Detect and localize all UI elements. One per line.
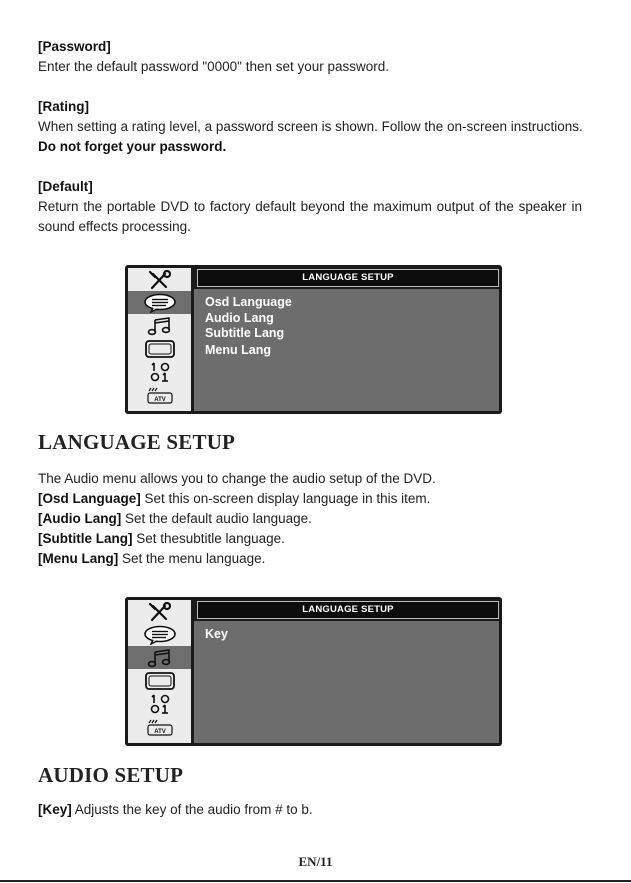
audio-lang-desc: [Audio Lang] Set the default audio language. bbox=[38, 511, 312, 526]
footer-rule bbox=[0, 880, 631, 882]
password-heading: [Password] bbox=[38, 39, 111, 54]
audio-setup-heading: AUDIO SETUP bbox=[38, 763, 184, 787]
osd-title: LANGUAGE SETUP bbox=[197, 601, 499, 619]
default-text: Return the portable DVD to factory default beyond the maximum output of the speaker in sound effects processing. bbox=[38, 199, 582, 234]
digits-icon bbox=[128, 360, 191, 383]
osd-language-desc: [Osd Language] Set this on-screen display language in this item. bbox=[38, 491, 431, 506]
osd-item-subtitle-lang: Subtitle Lang bbox=[205, 326, 285, 340]
svg-text:ATV: ATV bbox=[153, 728, 166, 735]
language-setup-intro: The Audio menu allows you to change the audio setup of the DVD. bbox=[38, 471, 436, 486]
key-desc: [Key] Adjusts the key of the audio from # to b. bbox=[38, 802, 313, 817]
tools-icon bbox=[128, 600, 191, 623]
speech-bubble-icon bbox=[128, 623, 191, 646]
password-text: Enter the default password "0000" then set your password. bbox=[38, 59, 390, 74]
osd-item-key: Key bbox=[205, 627, 228, 641]
atv-icon bbox=[128, 715, 191, 738]
screen-icon bbox=[128, 669, 191, 692]
osd-title: LANGUAGE SETUP bbox=[197, 269, 499, 287]
language-setup-heading: LANGUAGE SETUP bbox=[38, 430, 236, 454]
rating-text: When setting a rating level, a password screen is shown. Follow the on-screen instructions. Do not forget your password. bbox=[38, 119, 583, 154]
menu-lang-desc: [Menu Lang] Set the menu language. bbox=[38, 551, 266, 566]
subtitle-lang-desc: [Subtitle Lang] Set thesubtitle language. bbox=[38, 531, 285, 546]
osd-panel bbox=[194, 621, 499, 743]
screen-icon bbox=[128, 337, 191, 360]
page-number: EN/11 bbox=[298, 854, 333, 869]
audio-setup-screen bbox=[125, 597, 502, 746]
music-note-icon bbox=[128, 314, 191, 337]
osd-item-osd-language: Osd Language bbox=[205, 295, 292, 309]
music-note-icon bbox=[128, 646, 191, 669]
osd-panel bbox=[194, 289, 499, 411]
rating-heading: [Rating] bbox=[38, 99, 89, 114]
svg-text:ATV: ATV bbox=[153, 396, 166, 403]
default-heading: [Default] bbox=[38, 179, 93, 194]
language-setup-screen bbox=[125, 265, 502, 414]
digits-icon bbox=[128, 692, 191, 715]
osd-item-menu-lang: Menu Lang bbox=[205, 343, 271, 357]
tools-icon bbox=[128, 268, 191, 291]
atv-icon bbox=[128, 383, 191, 406]
osd-item-audio-lang: Audio Lang bbox=[205, 311, 274, 325]
speech-bubble-icon bbox=[128, 291, 191, 314]
